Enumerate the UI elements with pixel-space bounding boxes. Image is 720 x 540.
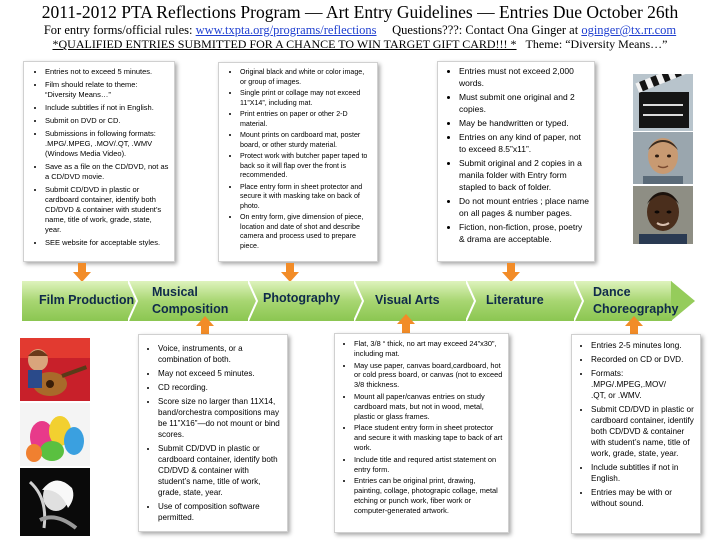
list-item: • Submit on DVD or CD. [45, 116, 169, 126]
list-item: • Original black and white or color image, or group of images. [240, 68, 372, 87]
dancer-photo [20, 468, 90, 536]
chevron-divider-icon [248, 281, 260, 321]
list-item: • Include subtitles if not in English. [45, 103, 169, 113]
guitar-player-photo [20, 338, 90, 401]
list-item: • May not exceed 5 minutes. [158, 368, 282, 379]
list-item: • Place entry form in sheet protector and secure it with masking take on back of photo. [240, 183, 372, 212]
list-item: • Formats: .MPG/.MPEG,.MOV/ [591, 368, 695, 390]
email-link[interactable]: oginger@tx.rr.com [581, 23, 677, 37]
list-item: • Flat, 3/8 “ thick, no art may exceed 24”x30”, including mat. [354, 339, 503, 359]
dance-guidelines-list [576, 340, 695, 509]
list-item: • Must submit one original and 2 copies. [459, 91, 590, 115]
category-film-production: Film Production [39, 293, 135, 307]
category-musical-composition: Musical Composition [152, 285, 229, 316]
list-item: • Film should relate to theme: “Diversity Means…” [45, 80, 169, 100]
list-item: • On entry form, give dimension of piece, location and date of shot and describe camera and process used to prepare piece. [240, 213, 372, 251]
list-item: • Use of composition software permitted. [158, 501, 282, 523]
boy-portrait-photo [633, 132, 693, 184]
list-item: • Submit CD/DVD in plastic or cardboard container, identify both CD/DVD & container with student’s name, title of work, grade, state, year. [158, 443, 282, 498]
film-guidelines-list [30, 67, 169, 248]
contact-middle: Questions???: Contact Ona Ginger at [392, 23, 579, 37]
arrow-down-icon [502, 263, 520, 282]
list-item: • Entries must not exceed 2,000 words. [459, 65, 590, 89]
literature-guidelines-box [437, 61, 595, 262]
film-guidelines-box [23, 61, 175, 262]
list-item: • Place student entry form in sheet protector and secure it with masking tape to back of art work. [354, 423, 503, 452]
arrow-down-icon [73, 263, 91, 282]
list-item: • Score size no larger than 11X14, band/orchestra compositions may be 11”X16”—do not mount or bind scores. [158, 396, 282, 440]
chevron-divider-icon [574, 281, 586, 321]
list-item: • May be handwritten or typed. [459, 117, 590, 129]
arrow-up-icon [196, 316, 214, 335]
music-guidelines-box [138, 334, 288, 532]
literature-guidelines-list [444, 65, 590, 245]
photography-guidelines-box [218, 62, 378, 262]
list-item: • Entries can be original print, drawing, painting, collage, photograpic collage, metal etching or punch work, fiber work or computer-generated artwork. [354, 476, 503, 515]
list-item: • SEE website for acceptable styles. [45, 238, 169, 248]
list-item: • Print entries on paper or other 2-D material. [240, 110, 372, 129]
arrow-up-icon [625, 316, 643, 335]
category-dance-choreography: Dance Choreography [593, 285, 679, 316]
qualified-line [0, 37, 720, 52]
arrow-up-icon [397, 314, 415, 333]
dance-guidelines-box [571, 334, 701, 534]
photography-guidelines-list [225, 68, 372, 251]
contact-line [0, 22, 720, 38]
list-item: • Do not mount entries ; place name on all pages & number pages. [459, 195, 590, 219]
boy-portrait-photo [633, 186, 693, 244]
list-item: • Mount all paper/canvas entries on study cardboard mats, but not in wood, metal, plastic or glass frames. [354, 392, 503, 421]
visual-arts-guidelines-list [339, 339, 503, 516]
list-item: • Entries 2-5 minutes long. [591, 340, 695, 351]
painted-hands-photo [20, 403, 90, 466]
list-item: • Include title and requred artist statement on entry form. [354, 455, 503, 475]
list-item: • Submit original and 2 copies in a manila folder with Entry form stapled to back of folder. [459, 157, 590, 193]
list-item: • Submit CD/DVD in plastic or cardboard container, identify both CD/DVD & container with student’s name, title of work, grade, state, year. [591, 404, 695, 459]
theme-text: Theme: “Diversity Means…” [525, 37, 668, 51]
list-item: • Voice, instruments, or a combination of both. [158, 343, 282, 365]
list-item: • Mount prints on cardboard mat, poster board, or other sturdy material. [240, 131, 372, 150]
list-item: • May use paper, canvas board,cardboard, hot or cold press board, or canvas (not to exceed 3/8 thickness. [354, 361, 503, 390]
list-item: • Submissions in following formats: .MPG/.MPEG, .MOV/.QT, .WMV (Windows Media Video). [45, 129, 169, 159]
qualified-text: *QUALIFIED ENTRIES SUBMITTED FOR A CHANCE TO WIN TARGET GIFT CARD!!! * [52, 37, 517, 51]
visual-arts-guidelines-box [334, 333, 509, 533]
clapperboard-photo [633, 74, 693, 131]
page-title: 2011-2012 PTA Reflections Program — Art Entry Guidelines — Entries Due October 26th [41, 2, 679, 22]
chevron-divider-icon [354, 281, 366, 321]
music-guidelines-list [143, 343, 282, 523]
arrow-down-icon [281, 263, 299, 282]
list-item: • Protect work with butcher paper taped to back so it will flap over the front is recommended. [240, 152, 372, 181]
list-item: • Entries not to exceed 5 minutes. [45, 67, 169, 77]
contact-prefix: For entry forms/official rules: [43, 23, 193, 37]
website-link[interactable]: www.txpta.org/programs/reflections [195, 23, 377, 37]
list-item: • Submit CD/DVD in plastic or cardboard container, identify both CD/DVD & container with student’s name, title of work, grade, state, year. [45, 185, 169, 235]
list-item: • Include subtitles if not in English. [591, 462, 695, 484]
list-item: • Fiction, non-fiction, prose, poetry & drama are acceptable. [459, 221, 590, 245]
list-item: • Recorded on CD or DVD. [591, 354, 695, 365]
list-item: • Entries on any kind of paper, not to exceed 8.5”x11”. [459, 131, 590, 155]
category-visual-arts: Visual Arts [375, 293, 440, 307]
list-item: • CD recording. [158, 382, 282, 393]
list-item: • Save as a file on the CD/DVD, not as a CD/DVD movie. [45, 162, 169, 182]
category-literature: Literature [486, 293, 544, 307]
category-photography: Photography [263, 291, 341, 305]
list-item: • Single print or collage may not exceed 11”X14”, including mat. [240, 89, 372, 108]
chevron-divider-icon [466, 281, 478, 321]
list-item: .QT, or .WMV. [591, 391, 642, 400]
list-item: • Entries may be with or without sound. [591, 487, 695, 509]
